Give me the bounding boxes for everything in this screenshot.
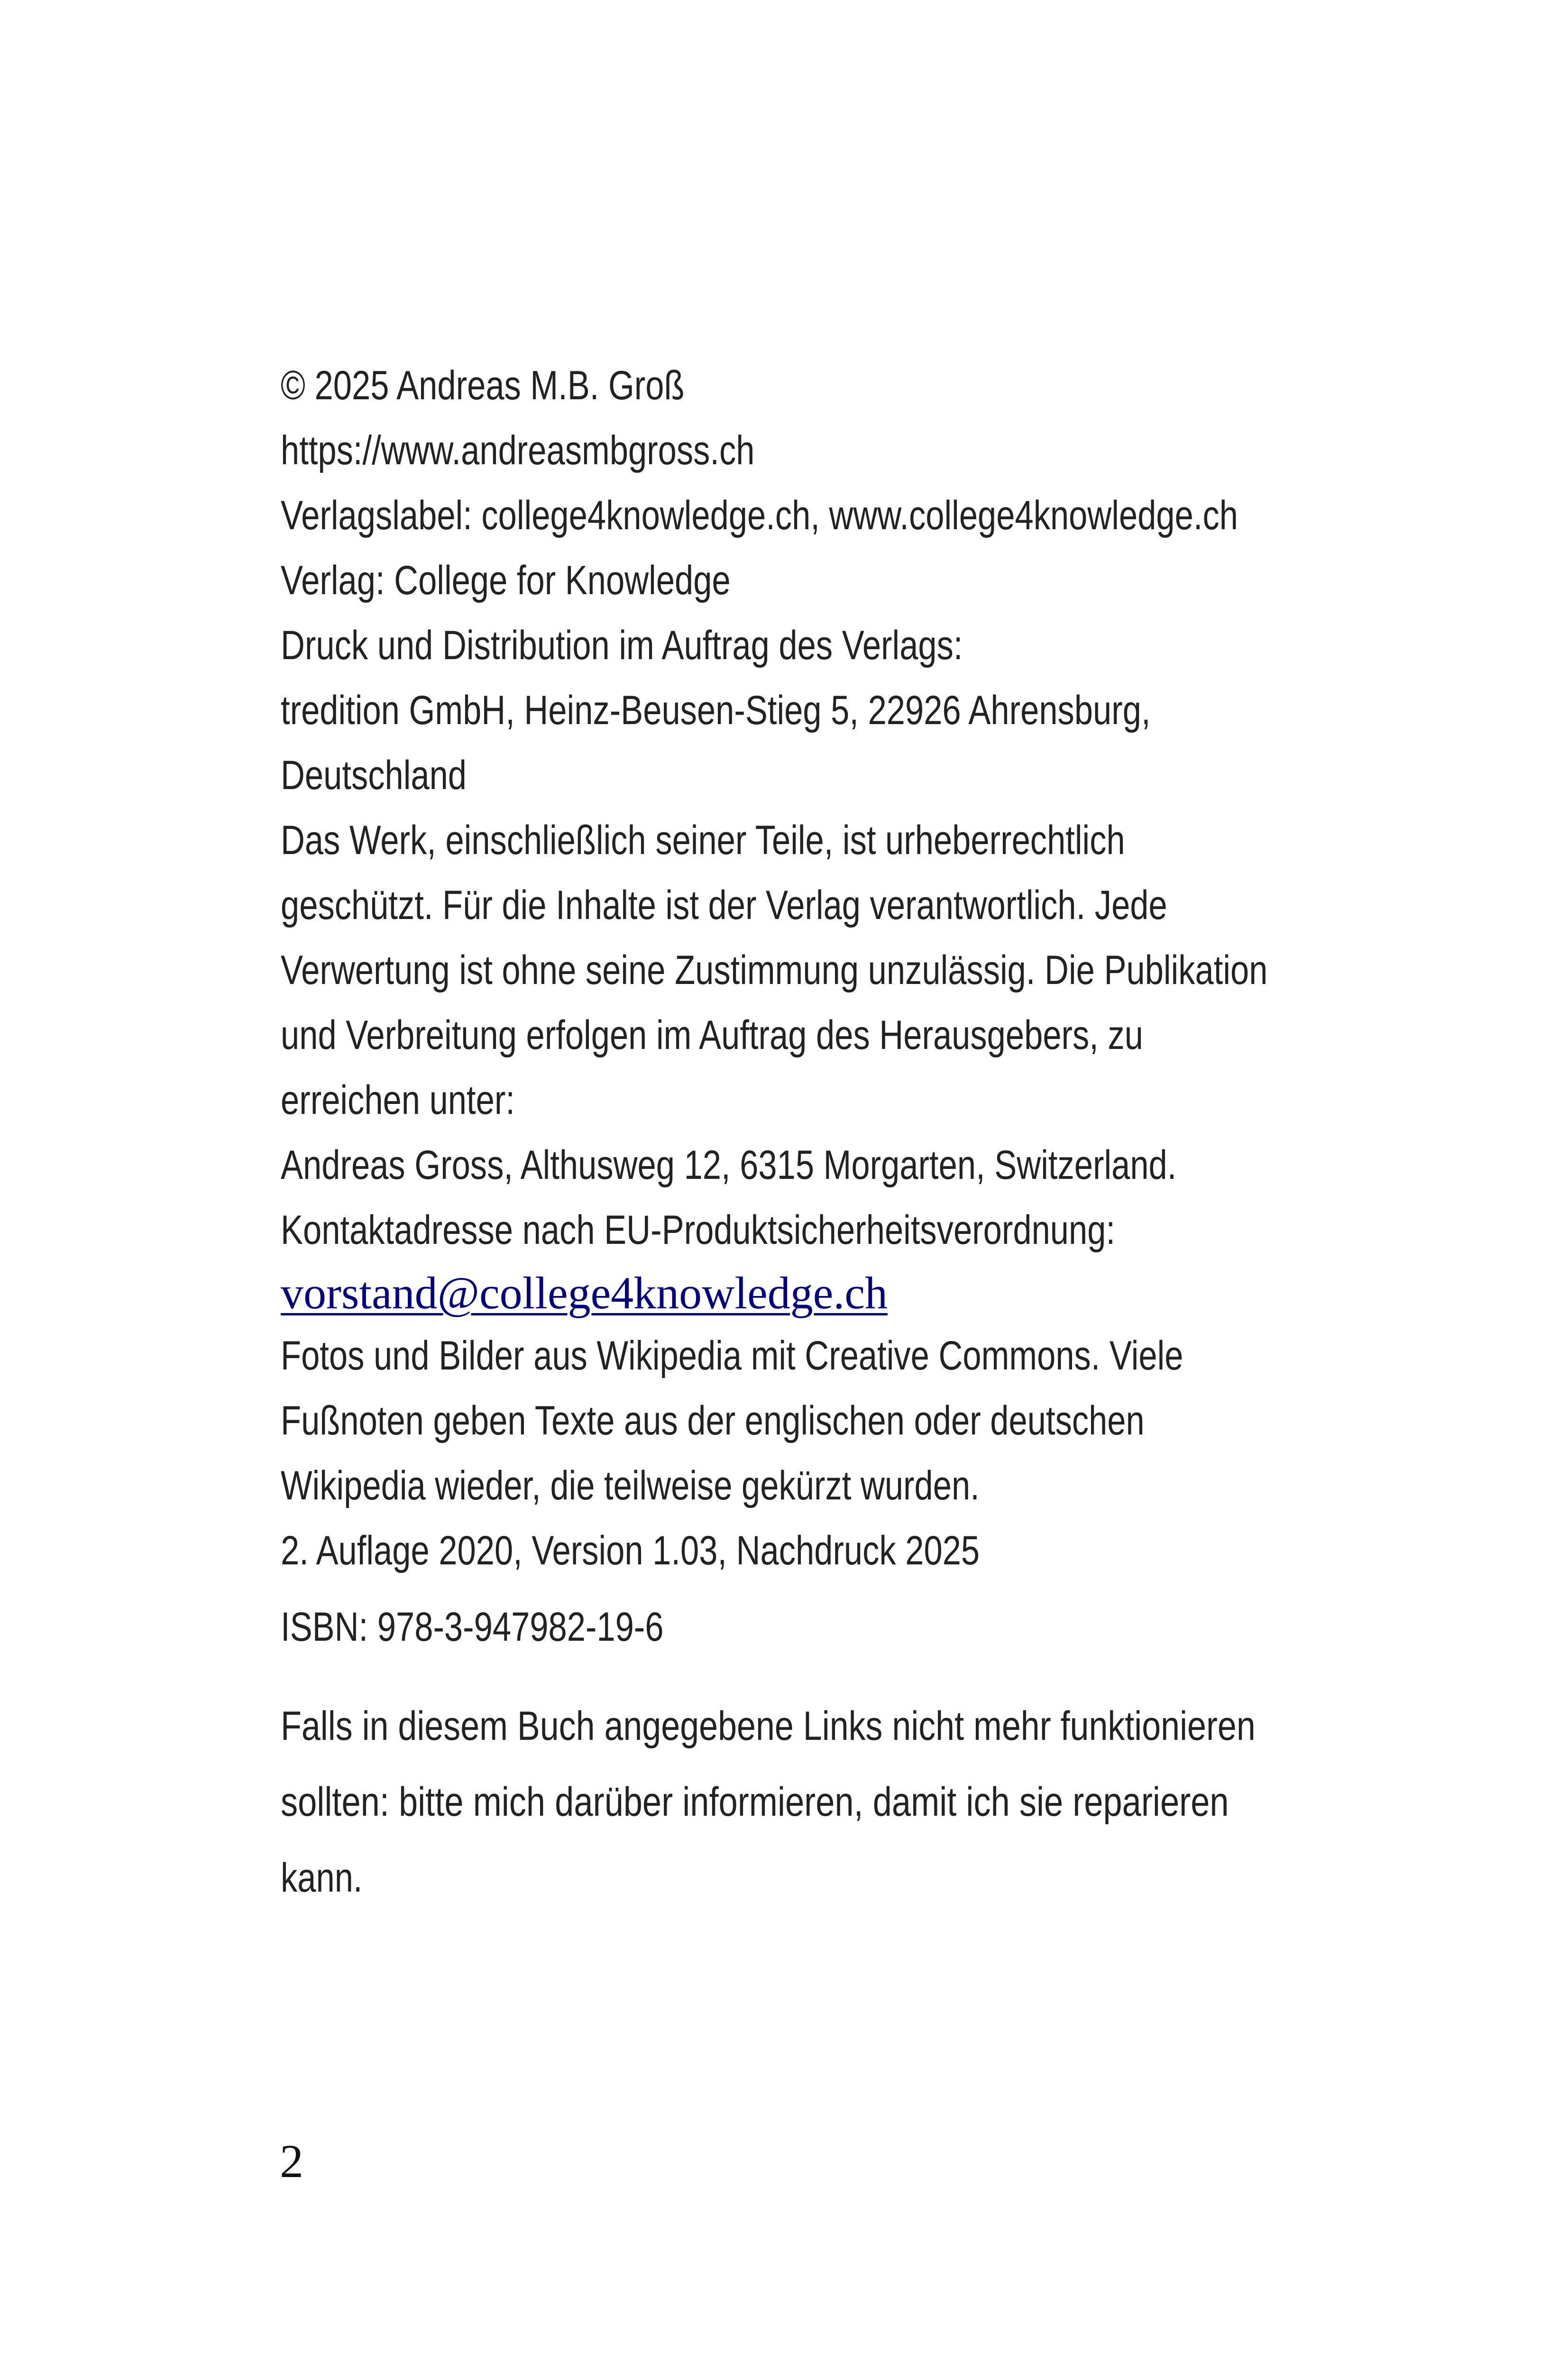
edition-line: 2. Auflage 2020, Version 1.03, Nachdruck 2025 <box>281 1528 980 1573</box>
page-number: 2 <box>280 2135 303 2187</box>
contact-email-link[interactable]: vorstand@college4knowledge.ch <box>281 1268 888 1318</box>
note-line-1: Falls in diesem Buch angegebene Links nicht mehr funktionieren <box>281 1703 1256 1749</box>
note-line-3: kann. <box>281 1855 363 1901</box>
distributor-country-line: Deutschland <box>281 753 467 798</box>
author-website-line: https://www.andreasmbgross.ch <box>281 428 755 473</box>
copyright-notice-line-5: erreichen unter: <box>281 1077 515 1123</box>
copyright-notice-line-4: und Verbreitung erfolgen im Auftrag des Herausgebers, zu <box>281 1012 1143 1058</box>
copyright-notice-line-1: Das Werk, einschließlich seiner Teile, ist urheberrechtlich <box>281 818 1125 863</box>
publisher-label-line: Verlagslabel: college4knowledge.ch, www.college4knowledge.ch <box>281 493 1238 538</box>
isbn-line: ISBN: 978-3-947982-19-6 <box>281 1604 664 1650</box>
copyright-line: © 2025 Andreas M.B. Groß <box>281 363 685 408</box>
image-credits-line-3: Wikipedia wieder, die teilweise gekürzt wurden. <box>281 1463 980 1508</box>
broken-links-note <box>281 1688 1291 1916</box>
contact-address-label: Kontaktadresse nach EU-Produktsicherheitsverordnung: <box>281 1207 1116 1253</box>
image-credits-line-2: Fußnoten geben Texte aus der englischen oder deutschen <box>281 1398 1145 1443</box>
copyright-notice-line-3: Verwertung ist ohne seine Zustimmung unzulässig. Die Publikation <box>281 947 1268 993</box>
imprint-block <box>281 353 1300 1583</box>
editor-address-line: Andreas Gross, Althusweg 12, 6315 Morgarten, Switzerland. <box>281 1142 1177 1188</box>
image-credits-line-1: Fotos und Bilder aus Wikipedia mit Creative Commons. Viele <box>281 1333 1183 1378</box>
distributor-address-line: tredition GmbH, Heinz-Beusen-Stieg 5, 22926 Ahrensburg, <box>281 688 1151 733</box>
copyright-notice-line-2: geschützt. Für die Inhalte ist der Verlag verantwortlich. Jede <box>281 882 1167 928</box>
note-line-2: sollten: bitte mich darüber informieren, damit ich sie reparieren <box>281 1779 1229 1825</box>
distribution-line: Druck und Distribution im Auftrag des Verlags: <box>281 623 963 668</box>
publisher-line: Verlag: College for Knowledge <box>281 558 731 603</box>
